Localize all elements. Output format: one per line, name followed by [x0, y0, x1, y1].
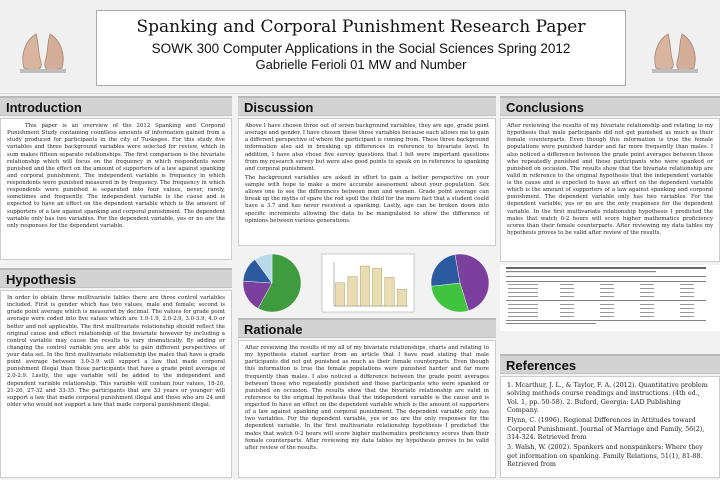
chart-strip [238, 250, 496, 316]
reference-2 [507, 416, 713, 441]
pie-chart-2-slice [431, 254, 460, 286]
introduction-body [0, 118, 232, 260]
references-heading: References [500, 354, 720, 374]
poster-header [0, 0, 720, 94]
bar-chart-bar [335, 283, 344, 306]
reference-2-text: Flynn, C. (1996). Regional Differences in Attitudes toward Corporal Punishment. Journal of Marriage and Family, 56(2), 314-324. [507, 416, 705, 441]
bar-chart-bar [397, 289, 406, 306]
poster-title: Spanking and Corporal Punishment Research Paper [136, 17, 586, 37]
hypothesis-heading: Hypothesis [0, 268, 232, 288]
bar-chart-bar [360, 266, 369, 306]
bar-chart-bar [372, 268, 381, 306]
conclusions-text: After reviewing the results of my bivariate relationship and relating to my hypothesis that male participants did not get punished as much as their female counterparts. Even though this information is true the female populations were punished harder and far more frequently than males. I also noticed a difference between the grade point averages between those who repeatedly punished and those participants who were spanked or punished on occasion. The results show that the bivariate relationship are valid in reference to the original hypothesis that the independent variable is the cause and is expected to have an effect on the dependent variable which is the amount of supporters of a law against spanking and corporal punishment. The dependent variable only has two variables. For the dependent variable, yes or no are the only responses for the dependent variable. In the first multivariate relationship hypothesis I predicted the males that watch 0-2 hours will score higher mathematics proficiency scores than their female counterparts. After reviewing my data tables my hypothesis proves to be valid after review of the results. [507, 123, 713, 236]
introduction-text: This paper is an overview of the 2012 Spanking and Corporal Punishment Study containing countless amounts of information gained from a study produced for participants in the city of Tuskegee. For this study five variables and three background variables were selected for review, which in sum makes fifteen separate relationships. The first comparison is the bivariate relationship which will focus on the frequency in which respondents were punished and the effect on the amount of supporters of a law against spanking and corporal punishment. The independent variable is frequency in which respondents were punished measured in by frequency. The frequency in which respondents were punished is separated into four values, never, rarely, sometimes and frequently. The independent variable is the cause and is expected to have an effect on the dependent variable which is the amount of supporters of a law against spanking and corporal punishment. The dependent variable only has two variables. For the dependent variable, yes or no are the only responses for the dependent variable. [7, 123, 225, 229]
conclusions-heading: Conclusions [500, 96, 720, 116]
hypothesis-text: In order to obtain three multivariate tables there are three control variables included. First is gender which has two values, male and female; second is grade point average which is measured by decimal. The values for grade point average were coded into five values which are 1.0-1.9, 2.0-2.9, 3.0-3.9, 4.0 or better and not applicable. The first multivariate relationship should reflect the original cause and effect relationship of the bivariate however by including a control variable may cause the results to vary dramatically. By adding or changing the control variable you are able to gain different perspectives of your data set. In the first multivariate relationship the males that have a grade point average between 3.0-3.9 will support a law that made corporal punishment illegal than those participants that have a grade point average of 2.0-2.9. Lastly, the age variable will be added to the independent and dependent variable relationship. This variable will contain four values, 18-20, 21-26, 27-32 and 33-35. The participants that are 33 years or younger will support a law that made corporal punishment illegal and those who are 24 and older who would not support a law that made corporal punishment illegal. [7, 295, 225, 408]
bar-chart-bar [385, 277, 394, 306]
poster-subtitle: SOWK 300 Computer Applications in the Social Sciences Spring 2012 [151, 41, 571, 56]
data-table-image [500, 265, 720, 331]
discussion-text-1: Above I have chosen three out of seven background variables, they are age, grade point average and gender. I have chosen these three variables because each allows me to gain a different perspective of where the participant is coming from. These three background information also aid in breaking up differences in reference to bivariate level. In addition, I have also chose five survey questions that I felt were important questions from my research survey but were also good points to speak on in reference to spanking and corporal punishment. [245, 123, 489, 172]
rationale-heading: Rationale [238, 318, 496, 338]
discussion-heading: Discussion [238, 96, 496, 116]
praying-hands-icon [646, 24, 704, 76]
bar-chart-bar [348, 277, 357, 306]
hypothesis-body [0, 290, 232, 478]
rationale-text: After reviewing the results of my all of my bivariate relationships, charts and relating to my hypothesis stated earlier from an article that I have read stating that male participants did not get punished as much as their female counterparts. Even though this information is true the female populations were punished harder and far more frequently than males. I also noticed a difference between the grade point averages between those who repeatedly punished and those participants who were spanked or punished on occasion. The results show that the bivariate relationship are valid in reference to the original hypothesis that the independent variable is the cause and is expected to have an effect on the dependent variable which is the amount of supporters of a law against spanking and corporal punishment. The dependent variable only has two variables. For the dependent variable, yes or no are the only responses for the dependent variable. In the first multivariate relationship hypothesis I predicted the males that watch 0-2 hours will score higher mathematics proficiency scores than their female counterparts. After reviewing my data tables my hypothesis proves to be valid after review of the results. [245, 345, 489, 451]
poster-author: Gabrielle Ferioli 01 MW and Number [255, 57, 467, 72]
title-box [96, 10, 626, 86]
reference-1: 1. Mcarthur, J. L., & Taylor, F. A. (2012). Quantitative problem solving methods course readings and instructions. (4th ed., Vol. 1, pp. 50-58). 2. Buford, Georgia: LAD Publishing Company. [507, 381, 708, 414]
rationale-body [238, 340, 496, 478]
conclusions-body [500, 118, 720, 262]
discussion-body [238, 118, 496, 246]
references-body [500, 376, 720, 478]
reference-3: 3. Walsh, W. (2002). Spankers and nonspankers: Where they get information on spanking. Family Relations, 51(1), 81-88. Retrieved from [507, 443, 703, 468]
reference-2-retrieved: Retrieved from [537, 432, 587, 441]
praying-hands-icon [14, 24, 72, 76]
introduction-heading: Introduction [0, 96, 232, 116]
discussion-text-2: The background variables are asked in effort to gain a better perspective on your sample with hope to make a more accurate assessment about your population. Sex allows one to see the differences between men and women. Grade point average can break up the myths of spare the rod spoil the child for the more fact that a student could have a 3.7 and has never received a spanking. Lastly, age can be broken down into specific increments allowing the data to be manipulated to show the difference of opinions between various generations. [245, 174, 489, 224]
